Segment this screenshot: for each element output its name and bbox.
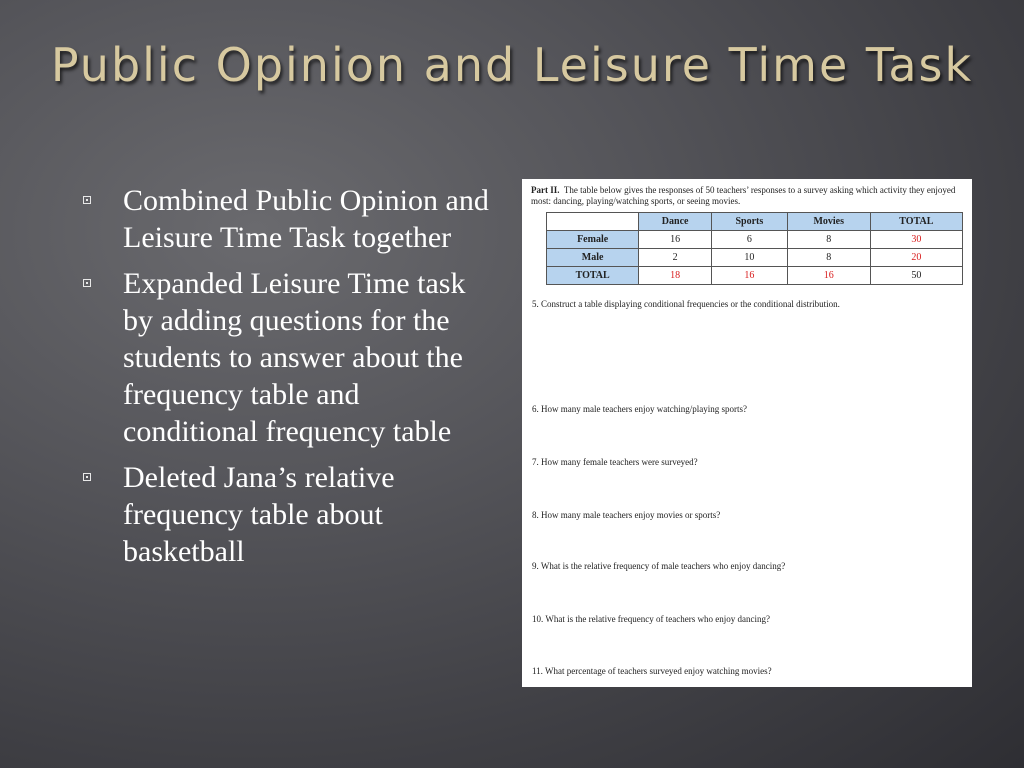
- question-item: 8. How many male teachers enjoy movies or sports?: [532, 510, 721, 520]
- question-item: 6. How many male teachers enjoy watching/playing sports?: [532, 404, 747, 414]
- table-cell: 16: [639, 231, 712, 249]
- bullet-item: [82, 459, 492, 570]
- worksheet-image: [522, 179, 972, 687]
- bullet-list: [82, 182, 492, 579]
- row-header: Male: [547, 249, 639, 267]
- table-cell: 10: [712, 249, 788, 267]
- slide-title: Public Opinion and Leisure Time Task: [50, 38, 974, 92]
- table-corner-cell: [547, 213, 639, 231]
- question-item: 11. What percentage of teachers surveyed enjoy watching movies?: [532, 666, 772, 676]
- table-cell: 6: [712, 231, 788, 249]
- part-label: Part II.: [531, 185, 560, 195]
- intro-text: The table below gives the responses of 50 teachers’ responses to a survey asking which activity they enjoyed most: dancing, playing/watching sports, or seeing movies.: [531, 185, 956, 206]
- row-header: Female: [547, 231, 639, 249]
- table-cell: 2: [639, 249, 712, 267]
- bullet-text: Deleted Jana’s relative frequency table about basketball: [123, 461, 395, 568]
- table-cell: 8: [787, 231, 870, 249]
- table-cell-grand-total: 50: [870, 267, 962, 285]
- square-bullet-icon: [83, 279, 91, 287]
- square-bullet-icon: [83, 473, 91, 481]
- table-cell-total: 18: [639, 267, 712, 285]
- question-item: 9. What is the relative frequency of male teachers who enjoy dancing?: [532, 561, 786, 571]
- column-header: Dance: [639, 213, 712, 231]
- table-cell-total: 16: [787, 267, 870, 285]
- question-item: 7. How many female teachers were surveyed?: [532, 457, 698, 467]
- question-item: 10. What is the relative frequency of teachers who enjoy dancing?: [532, 614, 770, 624]
- table-row: [547, 249, 963, 267]
- table-row: [547, 267, 963, 285]
- table-cell-total: 20: [870, 249, 962, 267]
- column-header: Movies: [787, 213, 870, 231]
- column-header: TOTAL: [870, 213, 962, 231]
- bullet-text: Combined Public Opinion and Leisure Time Task together: [123, 184, 489, 254]
- table-cell-total: 16: [712, 267, 788, 285]
- table-header-row: [547, 213, 963, 231]
- frequency-table: [546, 212, 963, 285]
- square-bullet-icon: [83, 196, 91, 204]
- bullet-item: [82, 182, 492, 256]
- bullet-text: Expanded Leisure Time task by adding questions for the students to answer about the frequency table and conditional frequency table: [123, 267, 466, 448]
- table-cell-total: 30: [870, 231, 962, 249]
- row-header: TOTAL: [547, 267, 639, 285]
- bullet-item: [82, 265, 492, 450]
- column-header: Sports: [712, 213, 788, 231]
- question-item: 5. Construct a table displaying conditional frequencies or the conditional distribution.: [532, 299, 840, 309]
- table-row: [547, 231, 963, 249]
- worksheet-intro: [531, 185, 969, 207]
- table-cell: 8: [787, 249, 870, 267]
